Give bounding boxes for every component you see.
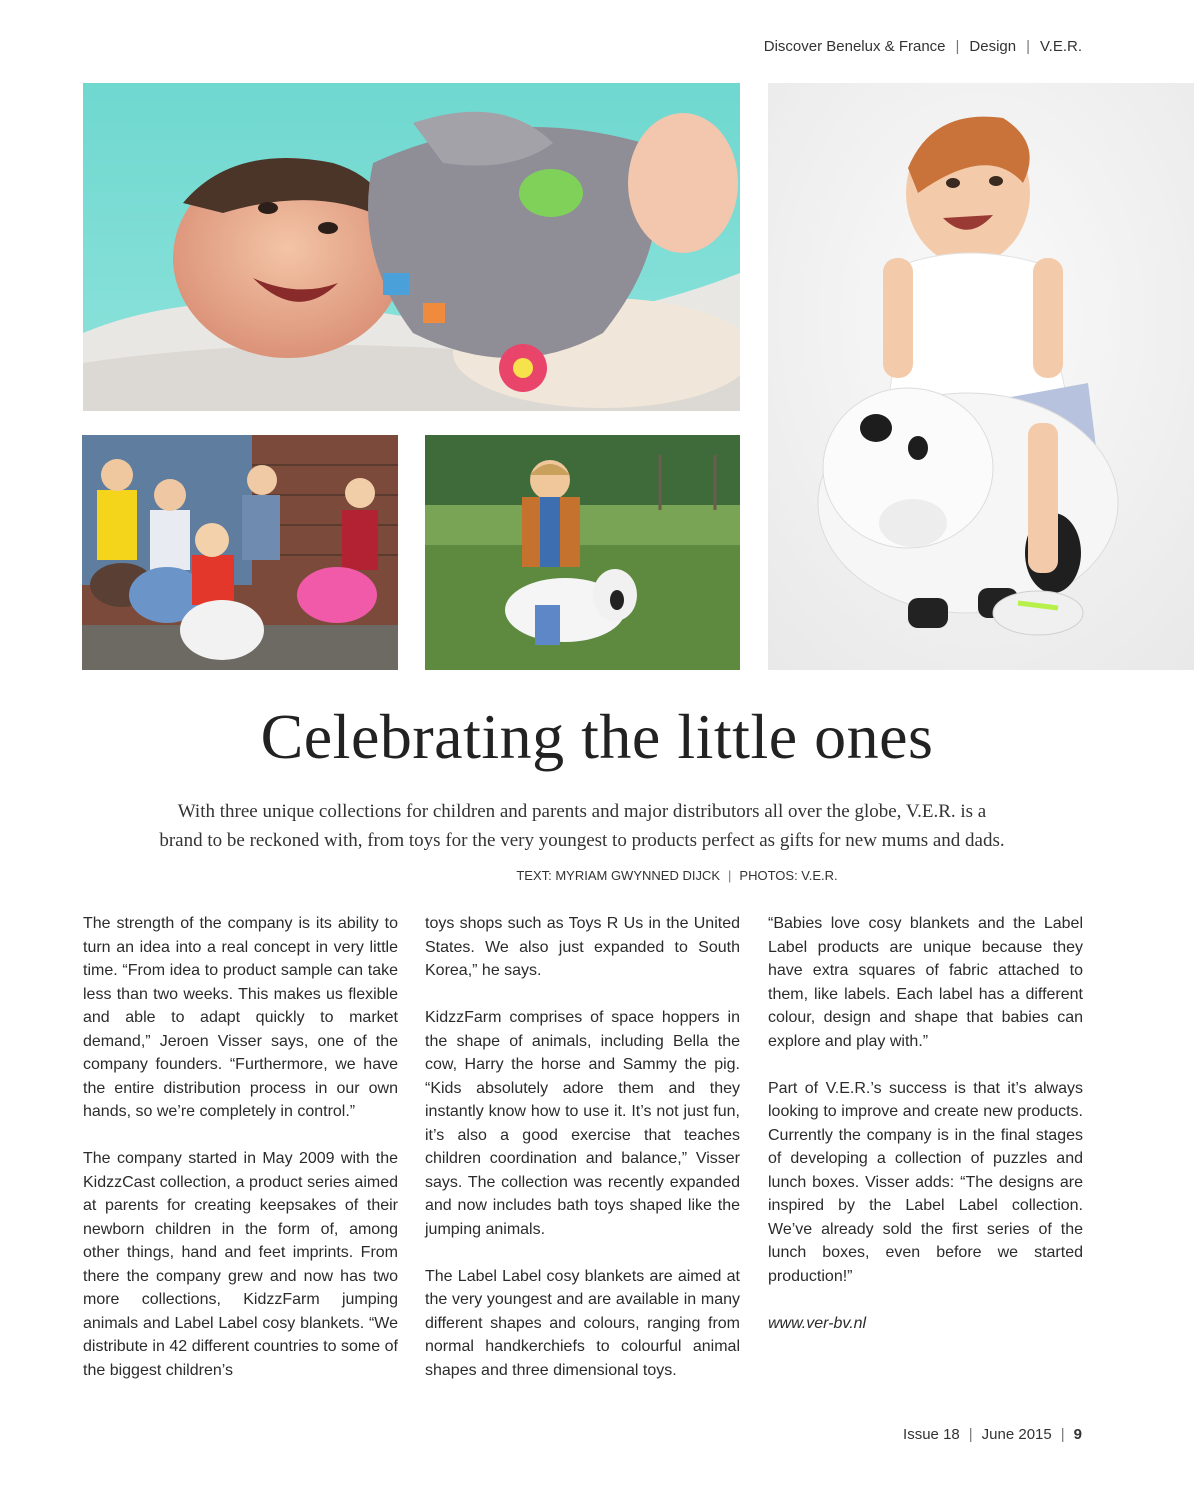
standfirst-line: brand to be reckoned with, from toys for the very youngest to products perfect as gifts for new mums and dads. bbox=[159, 830, 1005, 851]
body-column-2 bbox=[425, 912, 740, 1406]
company-name: V.E.R. bbox=[1040, 38, 1082, 55]
standfirst bbox=[110, 797, 1054, 855]
photo-boy-on-cow-studio bbox=[768, 83, 1194, 670]
paragraph: “Babies love cosy blankets and the Label Label products are unique because they have extra squares of fabric attached to them, like labels. Each label has a different colour, design and shape that babies can explore and play with.” bbox=[768, 915, 1083, 1050]
photo-kids-on-jumping-animals bbox=[82, 435, 398, 670]
header-separator: | bbox=[1026, 38, 1031, 55]
paragraph: toys shops such as Toys R Us in the United States. We also just expanded to South Korea,” he says. bbox=[425, 915, 740, 979]
footer-separator: | bbox=[1060, 1426, 1065, 1443]
magazine-name: Discover Benelux & France bbox=[763, 38, 946, 55]
issue-date: June 2015 bbox=[981, 1426, 1052, 1443]
photo-boy-on-cow-outdoors bbox=[425, 435, 740, 670]
text-credit: TEXT: MYRIAM GWYNNED DIJCK bbox=[516, 868, 721, 883]
body-column-3 bbox=[768, 912, 1083, 1359]
paragraph: Part of V.E.R.’s success is that it’s always looking to improve and create new products. Currently the company is in the final stages of developing a collection of puzzles and lunch boxes. Visser adds: “The designs are inspired by the Label Label collection. We’ve already sold the first series of the lunch boxes, even before we started production!” bbox=[768, 1079, 1083, 1285]
page-footer bbox=[903, 1426, 1082, 1443]
website-link[interactable]: www.ver-bv.nl bbox=[768, 1314, 867, 1332]
paragraph: KidzzFarm comprises of space hoppers in the shape of animals, including Bella the cow, Harry the horse and Sammy the pig. “Kids absolutely adore them and they instantly know how to use it. It’s not just fun, it’s also a good exercise that teaches children coordination and balance,” Visser says. The collection was recently expanded and now includes bath toys shaped like the jumping animals. bbox=[425, 1009, 740, 1238]
header-separator: | bbox=[955, 38, 960, 55]
paragraph: The Label Label cosy blankets are aimed at the very youngest and are available in many different shapes and colours, ranging from normal handkerchiefs to colourful animal shapes and three dimensional toys. bbox=[425, 1267, 740, 1379]
standfirst-line: With three unique collections for children and parents and major distributors all over the globe, V.E.R. is a bbox=[177, 801, 987, 822]
section-name: Design bbox=[969, 38, 1017, 55]
footer-separator: | bbox=[968, 1426, 973, 1443]
paragraph: The company started in May 2009 with the KidzzCast collection, a product series aimed at parents for creating keepsakes of their newborn children in the form of, among other things, hand and feet imprints. From there the company grew and now has two more collections, KidzzFarm jumping animals and Label Label cosy blankets. “We distribute in 42 different countries to some of the biggest children’s bbox=[83, 1150, 398, 1379]
running-header bbox=[764, 38, 1082, 55]
photo-credit: PHOTOS: V.E.R. bbox=[739, 868, 838, 883]
page-number: 9 bbox=[1073, 1426, 1082, 1443]
photo-baby-with-blanket bbox=[83, 83, 740, 411]
issue-number: Issue 18 bbox=[903, 1426, 960, 1443]
byline bbox=[0, 868, 1194, 883]
paragraph: The strength of the company is its ability to turn an idea into a real concept in very little time. “From idea to product sample can take less than two weeks. This makes us flexible and able to adapt quickly to market demand,” Jeroen Visser says, one of the company founders. “Furthermore, we have the entire distribution process in our own hands, so we’re completely in control.” bbox=[83, 915, 398, 1120]
body-column-1 bbox=[83, 912, 398, 1406]
article-title: Celebrating the little ones bbox=[260, 701, 934, 772]
credit-separator: | bbox=[728, 868, 732, 883]
